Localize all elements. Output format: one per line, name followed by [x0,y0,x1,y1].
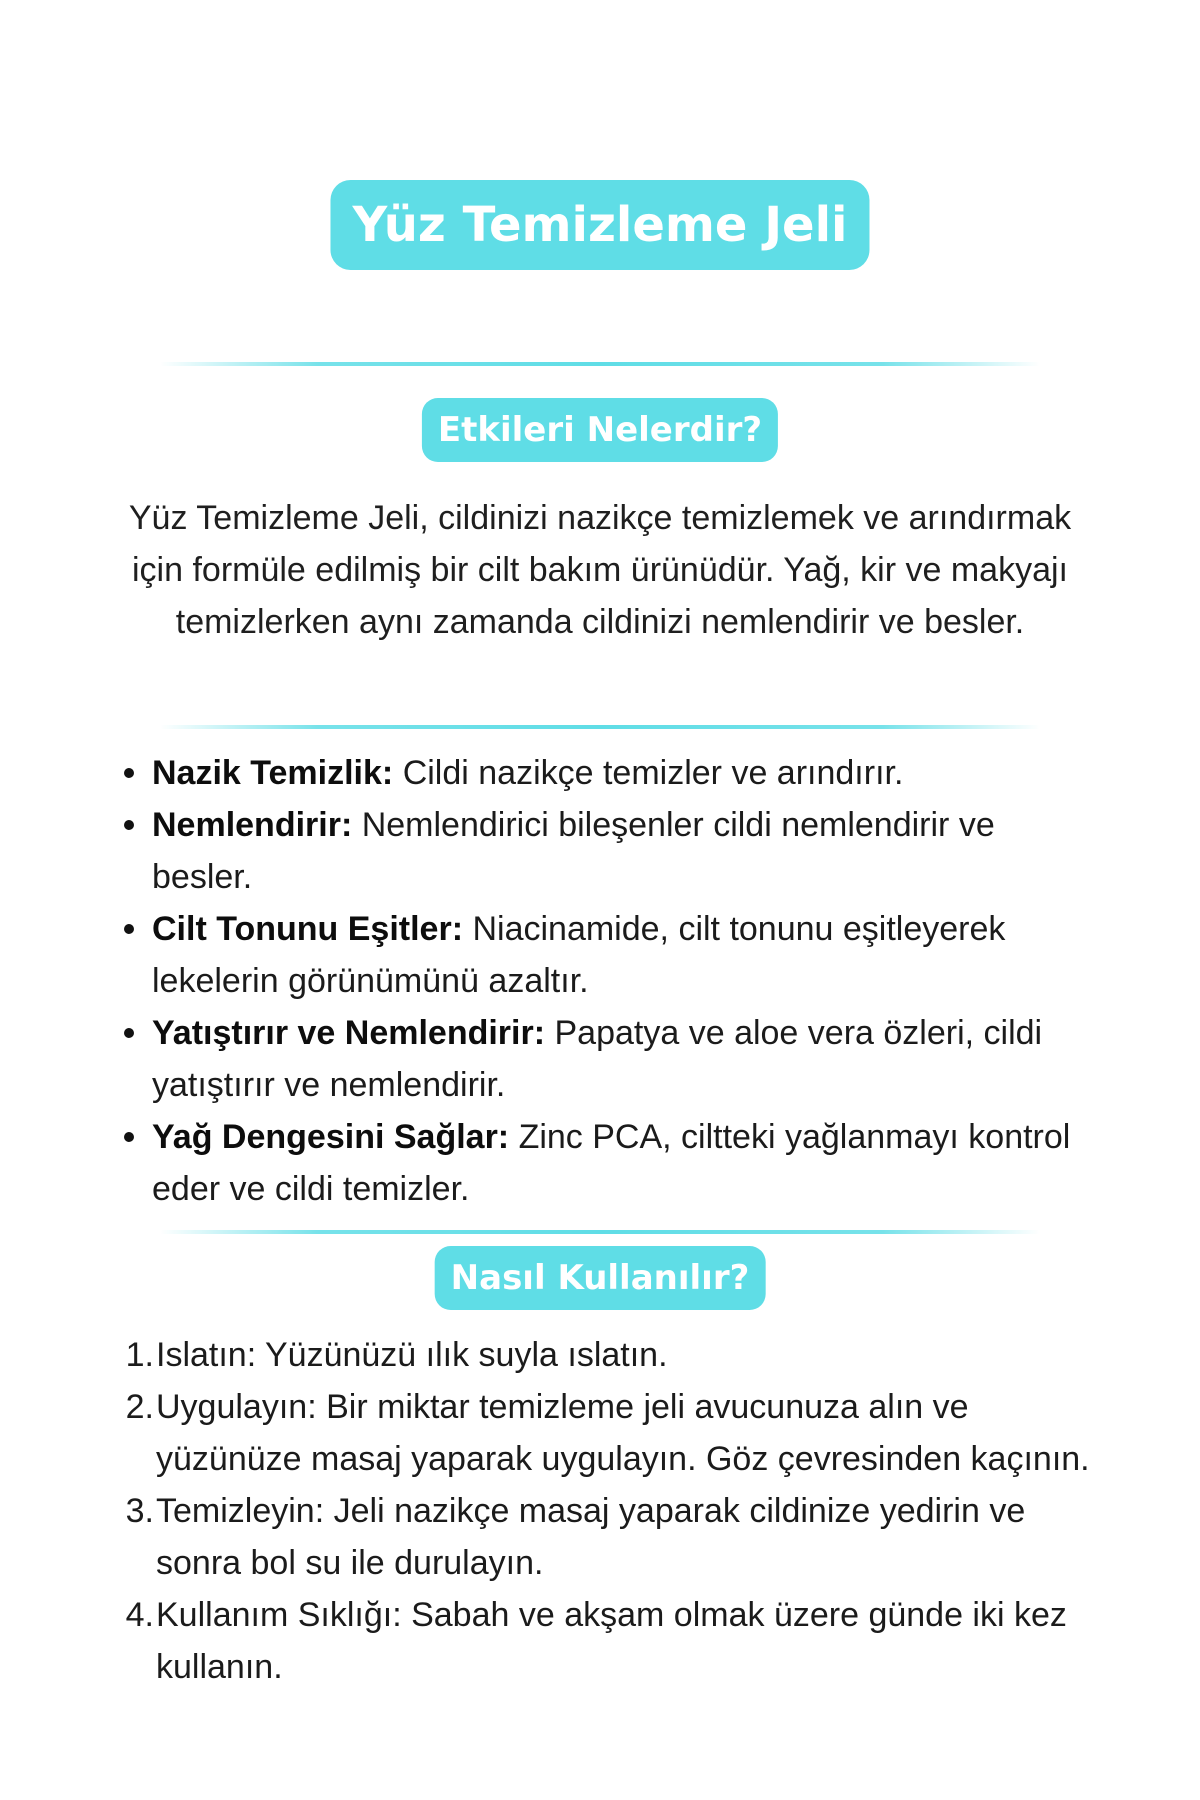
benefit-text: Niacinamide, cilt tonunu eşitleyerek lekelerin görünümünü azaltır. [152,910,1006,1000]
bullet-icon [124,1028,134,1038]
usage-heading: Nasıl Kullanılır? [435,1246,766,1310]
usage-step [120,1381,1110,1485]
benefit-item [152,903,1102,1007]
benefit-text: Cildi nazikçe temizler ve arındırır. [402,754,904,792]
step-text: Uygulayın: Bir miktar temizleme jeli avucunuza alın ve yüzünüze masaj yaparak uygulayın. Göz çevresinden kaçının. [156,1388,1090,1478]
page-title: Yüz Temizleme Jeli [330,180,869,270]
step-text: Temizleyin: Jeli nazikçe masaj yaparak cildinize yedirin ve sonra bol su ile durulayın. [156,1492,1026,1582]
benefit-item [152,1111,1102,1215]
usage-steps-list [120,1329,1110,1693]
benefit-title: Cilt Tonunu Eşitler: [152,910,464,948]
step-text: Islatın: Yüzünüzü ılık suyla ıslatın. [156,1336,668,1374]
section-divider [160,1230,1040,1234]
benefit-title: Yağ Dengesini Sağlar: [152,1118,510,1156]
benefit-text: Nemlendirici bileşenler cildi nemlendirir ve besler. [152,806,995,896]
bullet-icon [124,820,134,830]
benefit-item [152,747,1102,799]
section-divider [160,362,1040,366]
product-description: Yüz Temizleme Jeli, cildinizi nazikçe temizlemek ve arındırmak için formüle edilmiş bir cilt bakım ürünüdür. Yağ, kir ve makyajı temizlerken aynı zamanda cildinizi nemlendirir ve besler. [128,499,1072,641]
section-divider [160,725,1040,729]
benefit-title: Yatıştırır ve Nemlendirir: [152,1014,546,1052]
usage-step [120,1329,1110,1381]
usage-step [120,1485,1110,1589]
benefit-item [152,799,1102,903]
step-number: 2. [125,1388,154,1426]
effects-heading: Etkileri Nelerdir? [422,398,778,462]
benefit-text: Papatya ve aloe vera özleri, cildi yatıştırır ve nemlendirir. [152,1014,1043,1104]
step-text: Kullanım Sıklığı: Sabah ve akşam olmak üzere günde iki kez kullanın. [156,1596,1067,1686]
step-number: 3. [125,1492,154,1530]
benefit-text: Zinc PCA, ciltteki yağlanmayı kontrol eder ve cildi temizler. [152,1118,1071,1208]
benefit-title: Nemlendirir: [152,806,353,844]
bullet-icon [124,1132,134,1142]
bullet-icon [124,924,134,934]
benefit-title: Nazik Temizlik: [152,754,394,792]
step-number: 4. [125,1596,154,1634]
step-number: 1. [125,1336,154,1374]
benefits-list [152,747,1102,1215]
usage-step [120,1589,1110,1693]
bullet-icon [124,768,134,778]
benefit-item [152,1007,1102,1111]
